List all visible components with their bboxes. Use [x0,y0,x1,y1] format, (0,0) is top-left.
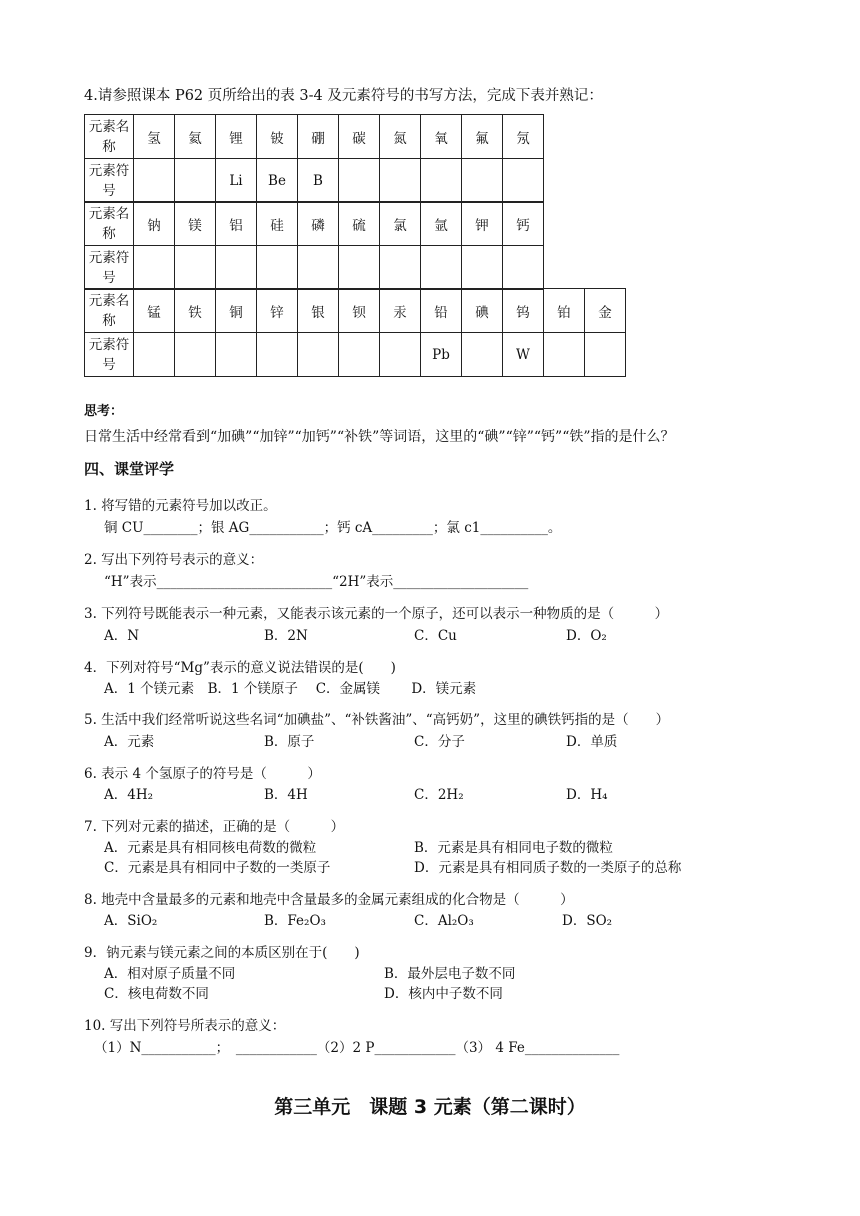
symbol-cell[interactable]: Pb [421,333,462,377]
name-row [85,202,544,246]
symbol-cell[interactable] [380,159,421,203]
option-d[interactable]: D．元素是具有相同质子数的一类原子的总称 [414,860,682,876]
element-name: 硼 [298,115,339,159]
symbol-cell[interactable] [503,159,544,203]
symbol-row [85,246,544,290]
symbol-cell[interactable] [257,333,298,377]
element-name: 硅 [257,202,298,246]
name-header: 元素名称 [85,289,134,333]
element-name: 汞 [380,289,421,333]
table-instruction: 4.请参照课本 P62 页所给出的表 3-4 及元素符号的书写方法，完成下表并熟记： [84,88,603,104]
question-1-stem: 1. 将写错的元素符号加以改正。 [84,498,277,514]
symbol-cell[interactable] [380,333,421,377]
symbol-row [85,159,544,203]
lesson-title: 第三单元 课题 3 元素（第二课时） [274,1096,586,1118]
symbol-cell[interactable] [216,246,257,290]
element-table-group-2 [84,201,544,290]
element-name: 钡 [339,289,380,333]
symbol-cell[interactable]: W [503,333,544,377]
element-name: 氧 [421,115,462,159]
question-4-stem: 4．下列对符号“Mg”表示的意义说法错误的是( ) [84,660,396,676]
element-name: 硫 [339,202,380,246]
option-c[interactable]: C．Cu [414,628,457,644]
element-name: 铅 [421,289,462,333]
option-a[interactable]: A．N [104,628,140,644]
element-name: 钾 [462,202,503,246]
question-9-stem: 9．钠元素与镁元素之间的本质区别在于( ) [84,945,360,961]
element-name: 碘 [462,289,503,333]
element-name: 氢 [134,115,175,159]
symbol-cell[interactable] [134,246,175,290]
question-6-stem: 6. 表示 4 个氢原子的符号是（ ） [84,766,321,782]
element-name: 钙 [503,202,544,246]
symbol-row [85,333,626,377]
question-1-blanks[interactable]: 铜 CU________；银 AG___________；钙 cA_________；氯 c1__________。 [104,520,562,536]
symbol-cell[interactable]: Be [257,159,298,203]
option-d[interactable]: D．O₂ [566,628,607,644]
symbol-cell[interactable] [298,333,339,377]
name-row [85,289,626,333]
element-name: 锌 [257,289,298,333]
symbol-cell[interactable] [503,246,544,290]
name-header: 元素名称 [85,202,134,246]
question-3-stem: 3. 下列符号既能表示一种元素，又能表示该元素的一个原子，还可以表示一种物质的是（ ） [84,606,669,622]
option-a[interactable]: A．4H₂ [104,787,154,803]
element-name: 铂 [544,289,585,333]
option-c[interactable]: C．Al₂O₃ [414,913,474,929]
name-row [85,115,544,159]
option-d[interactable]: D．SO₂ [562,913,613,929]
think-question: 日常生活中经常看到“加碘”“加锌”“加钙”“补铁”等词语，这里的“碘”“锌”“钙”“铁”指的是什么？ [84,429,675,445]
element-table-group-3 [84,288,626,377]
symbol-cell[interactable] [380,246,421,290]
element-name: 银 [298,289,339,333]
element-name: 铁 [175,289,216,333]
element-name: 锂 [216,115,257,159]
symbol-cell[interactable] [339,333,380,377]
symbol-cell[interactable] [462,246,503,290]
symbol-cell[interactable]: B [298,159,339,203]
element-name: 氮 [380,115,421,159]
option-b[interactable]: B．原子 [264,734,315,750]
option-c[interactable]: C．核电荷数不同 [104,986,209,1002]
symbol-cell[interactable] [134,333,175,377]
element-name: 钠 [134,202,175,246]
option-c[interactable]: C．2H₂ [414,787,464,803]
option-d[interactable]: D．核内中子数不同 [384,986,503,1002]
option-a[interactable]: A．元素是具有相同核电荷数的微粒 [104,840,317,856]
question-10-stem: 10. 写出下列符号所表示的意义： [84,1018,286,1034]
element-name: 铝 [216,202,257,246]
question-10-blanks[interactable]: （1）N___________； ____________（2）2 P____________（3） 4 Fe______________ [94,1040,620,1056]
element-name: 磷 [298,202,339,246]
element-name: 氩 [421,202,462,246]
section-heading: 四、课堂评学 [84,460,175,478]
symbol-cell[interactable] [544,333,585,377]
option-c[interactable]: C．元素是具有相同中子数的一类原子 [104,860,331,876]
element-name: 锰 [134,289,175,333]
symbol-cell[interactable] [339,246,380,290]
element-name: 金 [585,289,626,333]
element-table-group-1 [84,114,544,203]
element-name: 镁 [175,202,216,246]
option-a[interactable]: A．元素 [104,734,155,750]
question-5-stem: 5. 生活中我们经常听说这些名词“加碘盐”、“补铁酱油”、“高钙奶”，这里的碘铁钙指的是（ ） [84,712,670,728]
option-d[interactable]: D．单质 [566,734,618,750]
name-header: 元素名称 [85,115,134,159]
element-name: 铜 [216,289,257,333]
think-heading: 思考： [84,404,124,419]
option-b[interactable]: B．元素是具有相同电子数的微粒 [414,840,613,856]
element-name: 氟 [462,115,503,159]
option-b[interactable]: B．最外层电子数不同 [384,966,516,982]
element-name: 氯 [380,202,421,246]
question-2-blanks[interactable]: “H”表示__________________________“2H”表示____________________ [104,574,529,590]
question-8-stem: 8. 地壳中含量最多的元素和地壳中含量最多的金属元素组成的化合物是（ ） [84,892,574,908]
symbol-header: 元素符号 [85,159,134,203]
symbol-header: 元素符号 [85,246,134,290]
option-d[interactable]: D．H₄ [566,787,608,803]
element-name: 钨 [503,289,544,333]
symbol-cell[interactable] [585,333,626,377]
option-a[interactable]: A．SiO₂ [104,913,158,929]
option-c[interactable]: C．分子 [414,734,465,750]
symbol-cell[interactable] [175,246,216,290]
element-name: 氖 [503,115,544,159]
symbol-cell[interactable] [462,159,503,203]
element-name: 碳 [339,115,380,159]
symbol-cell[interactable] [339,159,380,203]
option-a[interactable]: A．相对原子质量不同 [104,966,236,982]
element-name: 铍 [257,115,298,159]
question-2-stem: 2. 写出下列符号表示的意义： [84,552,264,568]
symbol-cell[interactable] [216,333,257,377]
element-name: 氦 [175,115,216,159]
symbol-header: 元素符号 [85,333,134,377]
option-b[interactable]: B．2N [264,628,308,644]
question-7-stem: 7. 下列对元素的描述，正确的是（ ） [84,819,345,835]
option-b[interactable]: B．4H [264,787,308,803]
option-b[interactable]: B．Fe₂O₃ [264,913,326,929]
symbol-cell[interactable] [175,333,216,377]
symbol-cell[interactable] [421,159,462,203]
symbol-cell[interactable] [462,333,503,377]
question-4-options[interactable]: A．1 个镁元素 B．1 个镁原子 C．金属镁 D．镁元素 [104,681,477,697]
symbol-cell[interactable] [175,159,216,203]
symbol-cell[interactable] [134,159,175,203]
symbol-cell[interactable] [421,246,462,290]
symbol-cell[interactable] [298,246,339,290]
symbol-cell[interactable]: Li [216,159,257,203]
symbol-cell[interactable] [257,246,298,290]
